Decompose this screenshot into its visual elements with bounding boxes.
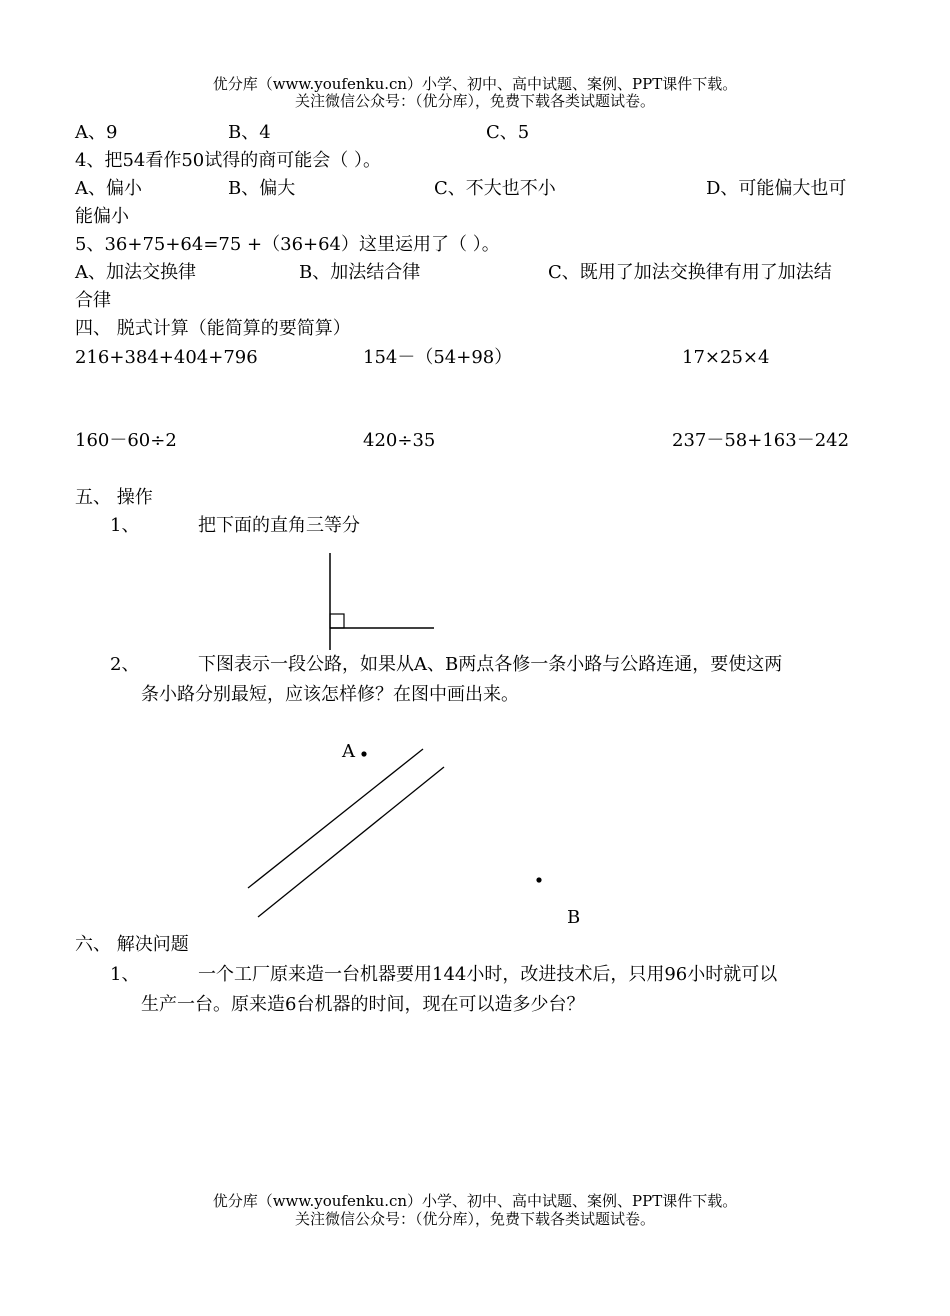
calc-expression-1: 216+384+404+796 [75, 347, 258, 368]
q4-option-c: C、不大也不小 [434, 178, 556, 199]
operation-2-text-continued: 条小路分别最短，应该怎样修？在图中画出来。 [141, 684, 519, 705]
q5-option-b: B、加法结合律 [299, 262, 421, 283]
point-b-label: B [567, 907, 581, 928]
point-a-label: A [342, 741, 355, 762]
footer-line-2: 关注微信公众号：（优分库），免费下载各类试题试卷。 [294, 1210, 655, 1228]
problem-1-text: 一个工厂原来造一台机器要用144小时，改进技术后，只用96小时就可以 [198, 964, 778, 985]
operation-1-text: 把下面的直角三等分 [198, 515, 360, 536]
operation-1-number: 1、 [110, 515, 140, 536]
q4-option-d: D、可能偏大也可 [706, 178, 847, 199]
calc-expression-2: 154－（54+98） [363, 347, 513, 368]
q5-option-c: C、既用了加法交换律有用了加法结 [548, 262, 832, 283]
road-edge-left [248, 749, 423, 888]
header-line-2: 关注微信公众号：（优分库），免费下载各类试题试卷。 [294, 92, 655, 110]
footer-line-1: 优分库（www.youfenku.cn）小学、初中、高中试题、案例、PPT课件下载。 [212, 1192, 738, 1210]
right-angle-marker [330, 614, 344, 628]
q5-option-c-continued: 合律 [75, 290, 111, 311]
calc-expression-6: 237－58+163－242 [672, 430, 850, 451]
q3-option-b: B、4 [228, 122, 271, 143]
q5-stem: 5、36+75+64=75 +（36+64）这里运用了（ ）。 [75, 234, 500, 255]
section-4-title: 四、 脱式计算（能简算的要简算） [75, 318, 351, 339]
q3-option-a: A、9 [75, 122, 118, 143]
point-a-dot [361, 751, 366, 756]
problem-1-text-continued: 生产一台。原来造6台机器的时间，现在可以造多少台？ [141, 994, 585, 1015]
point-b-dot [536, 877, 541, 882]
header-line-1: 优分库（www.youfenku.cn）小学、初中、高中试题、案例、PPT课件下载。 [212, 75, 738, 93]
section-6-title: 六、 解决问题 [75, 934, 189, 955]
road-edge-right [258, 767, 444, 917]
section-5-title: 五、 操作 [75, 487, 153, 508]
calc-expression-3: 17×25×4 [682, 347, 770, 368]
q4-option-b: B、偏大 [228, 178, 296, 199]
q3-option-c: C、5 [486, 122, 530, 143]
q4-option-a: A、偏小 [75, 178, 142, 199]
operation-2-number: 2、 [110, 654, 140, 675]
q5-option-a: A、加法交换律 [75, 262, 196, 283]
q4-stem: 4、把54看作50试得的商可能会（ ）。 [75, 150, 381, 171]
operation-2-text: 下图表示一段公路，如果从A、B两点各修一条小路与公路连通，要使这两 [198, 654, 783, 675]
q4-option-d-continued: 能偏小 [75, 206, 129, 227]
calc-expression-4: 160－60÷2 [75, 430, 177, 451]
problem-1-number: 1、 [110, 964, 140, 985]
calc-expression-5: 420÷35 [363, 430, 436, 451]
